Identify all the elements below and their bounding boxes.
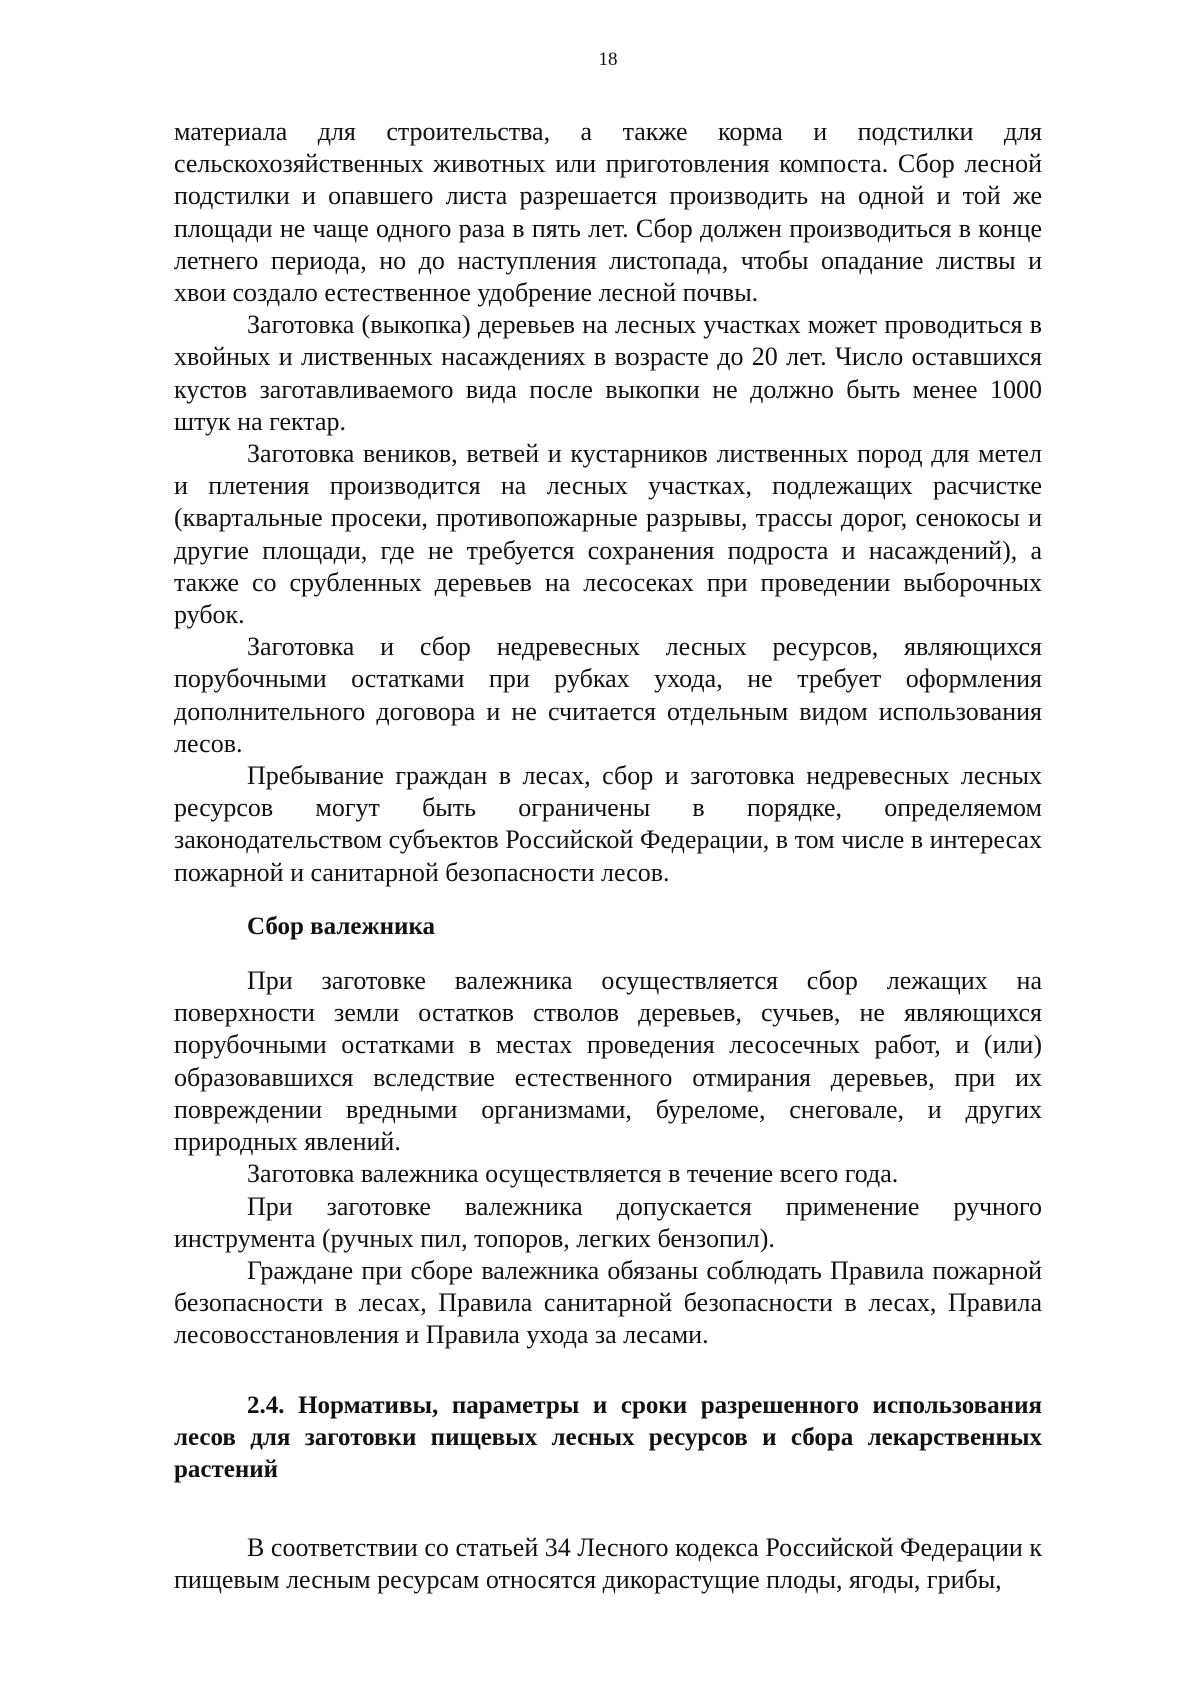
page-number: 18 bbox=[598, 49, 618, 70]
paragraph-food-resources: В соответствии со статьей 34 Лесного кодекса Российской Федерации к пищевым лесным ресурсам относятся дикорастущие плоды, ягоды, грибы, bbox=[174, 1533, 1042, 1595]
paragraph-restrictions: Пребывание граждан в лесах, сбор и заготовка недревесных лесных ресурсов могут быть ограничены в порядке, определяемом законодательством субъектов Российской Федерации, в том числе в интересах пожарной и санитарной безопасности лесов. bbox=[174, 761, 1042, 887]
paragraph-tree-digging: Заготовка (выкопка) деревьев на лесных участках может проводиться в хвойных и лиственных насаждениях в возрасте до 20 лет. Число оставшихся кустов заготавливаемого вида после выкопки не должно быть менее 1000 штук на гектар. bbox=[174, 310, 1042, 436]
paragraph-logging-residues: Заготовка и сбор недревесных лесных ресурсов, являющихся порубочными остатками при рубках ухода, не требует оформления дополнительного договора и не считается отдельным видом использования лесов. bbox=[174, 632, 1042, 758]
paragraph-brooms-branches: Заготовка веников, ветвей и кустарников лиственных пород для метел и плетения производится на лесных участках, подлежащих расчистке (квартальные просеки, противопожарные разрывы, трассы дорог, сенокосы и другие площади, где не требуется сохранения подроста и насаждений), а также со срубленных деревьев на лесосеках при проведении выборочных рубок. bbox=[174, 439, 1042, 630]
subheading-deadwood: Сбор валежника bbox=[247, 912, 435, 940]
paragraph-deadwood-tools: При заготовке валежника допускается применение ручного инструмента (ручных пил, топоров, легких бензопил). bbox=[174, 1191, 1042, 1253]
document-page bbox=[174, 0, 1042, 1696]
document-body bbox=[174, 116, 1042, 1597]
paragraph-deadwood-season: Заготовка валежника осуществляется в течение всего года. bbox=[247, 1159, 899, 1189]
paragraph-deadwood-definition: При заготовке валежника осуществляется сбор лежащих на поверхности земли остатков стволов деревьев, сучьев, не являющихся порубочными остатками в местах проведения лесосечных работ, и (или) образовавшихся вследствие естественного отмирания деревьев, при их повреждении вредными организмами, буреломе, снеговале, и других природных явлений. bbox=[174, 966, 1042, 1157]
paragraph-continuation: материала для строительства, а также корма и подстилки для сельскохозяйственных животных или приготовления компоста. Сбор лесной подстилки и опавшего листа разрешается производить на одной и той же площади не чаще одного раза в пять лет. Сбор должен производиться в конце летнего периода, но до наступления листопада, чтобы опадание листвы и хвои создало естественное удобрение лесной почвы. bbox=[174, 117, 1042, 308]
section-heading-2-4: 2.4. Нормативы, параметры и сроки разрешенного использования лесов для заготовки пищевых лесных ресурсов и сбора лекарственных растений bbox=[174, 1391, 1042, 1483]
paragraph-deadwood-rules: Граждане при сборе валежника обязаны соблюдать Правила пожарной безопасности в лесах, Правила санитарной безопасности в лесах, Правила лесовосстановления и Правила ухода за лесами. bbox=[174, 1255, 1042, 1350]
